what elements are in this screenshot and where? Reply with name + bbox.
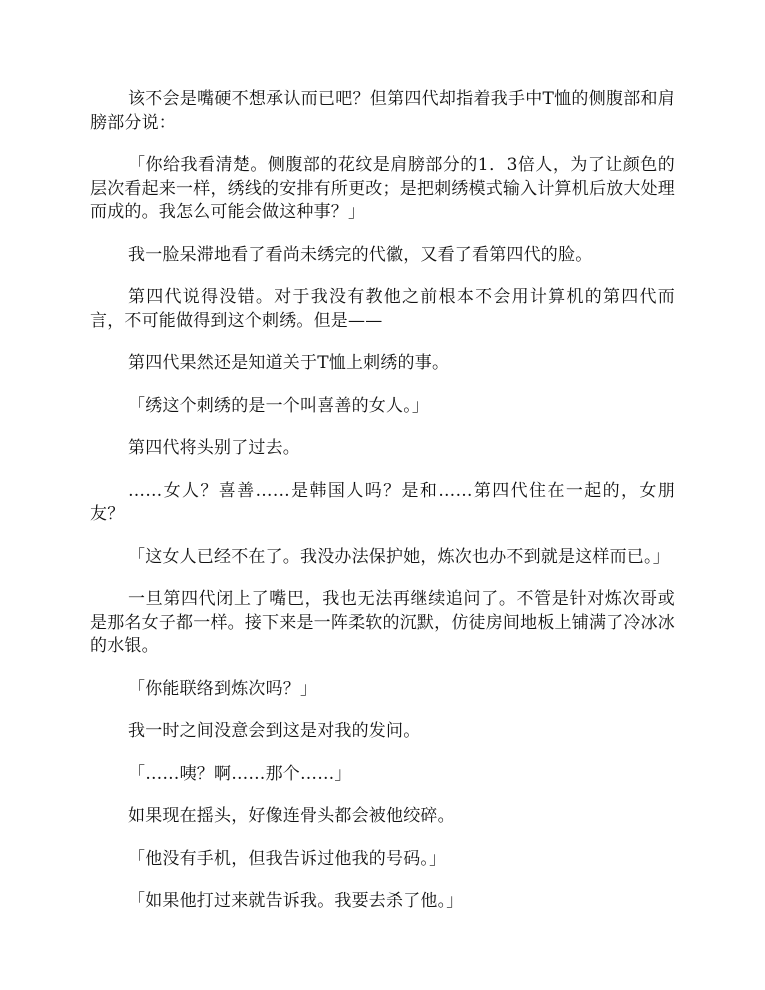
paragraph: 我一时之间没意会到这是对我的发问。 [128, 721, 421, 741]
paragraph: 「绣这个刺绣的是一个叫喜善的女人。」 [128, 395, 430, 416]
paragraph: 「你给我看清楚。侧腹部的花纹是肩膀部分的1．3倍人，为了让颜色的层次看起来一样，绣线的安排有所更改；是把刺绣模式输入计算机后放大处理而成的。我怎么可能会做这种事？」 [90, 155, 675, 222]
paragraph: 第四代说得没错。对于我没有教他之前根本不会用计算机的第四代而言，不可能做得到这个刺绣。但是—— [90, 287, 675, 331]
paragraph: 「他没有手机，但我告诉过他我的号码。」 [128, 848, 447, 869]
paragraph: 一旦第四代闭上了嘴巴，我也无法再继续追问了。不管是针对炼次哥或是那名女子都一样。接下来是一阵柔软的沉默，仿徒房间地板上铺满了冷冰冰的水银。 [90, 589, 675, 656]
paragraph: 该不会是嘴硬不想承认而已吧？但第四代却指着我手中T恤的侧腹部和肩膀部分说： [90, 89, 675, 133]
paragraph: 「这女人已经不在了。我没办法保护她，炼次也办不到就是这样而已。」 [128, 546, 670, 567]
paragraph: 「……咦？啊……那个……」 [128, 763, 352, 784]
paragraph: 「你能联络到炼次吗？」 [128, 678, 318, 699]
paragraph: 如果现在摇头，好像连骨头都会被他绞碎。 [128, 806, 455, 826]
paragraph: 第四代果然还是知道关于T恤上刺绣的事。 [128, 353, 450, 373]
paragraph: 第四代将头别了过去。 [128, 438, 300, 458]
document-page [90, 88, 675, 933]
paragraph: ……女人？喜善……是韩国人吗？是和……第四代住在一起的，女朋友？ [90, 480, 675, 524]
paragraph: 我一脸呆滞地看了看尚未绣完的代徽，又看了看第四代的脸。 [128, 244, 593, 265]
paragraph: 「如果他打过来就告诉我。我要去杀了他。」 [128, 891, 464, 911]
